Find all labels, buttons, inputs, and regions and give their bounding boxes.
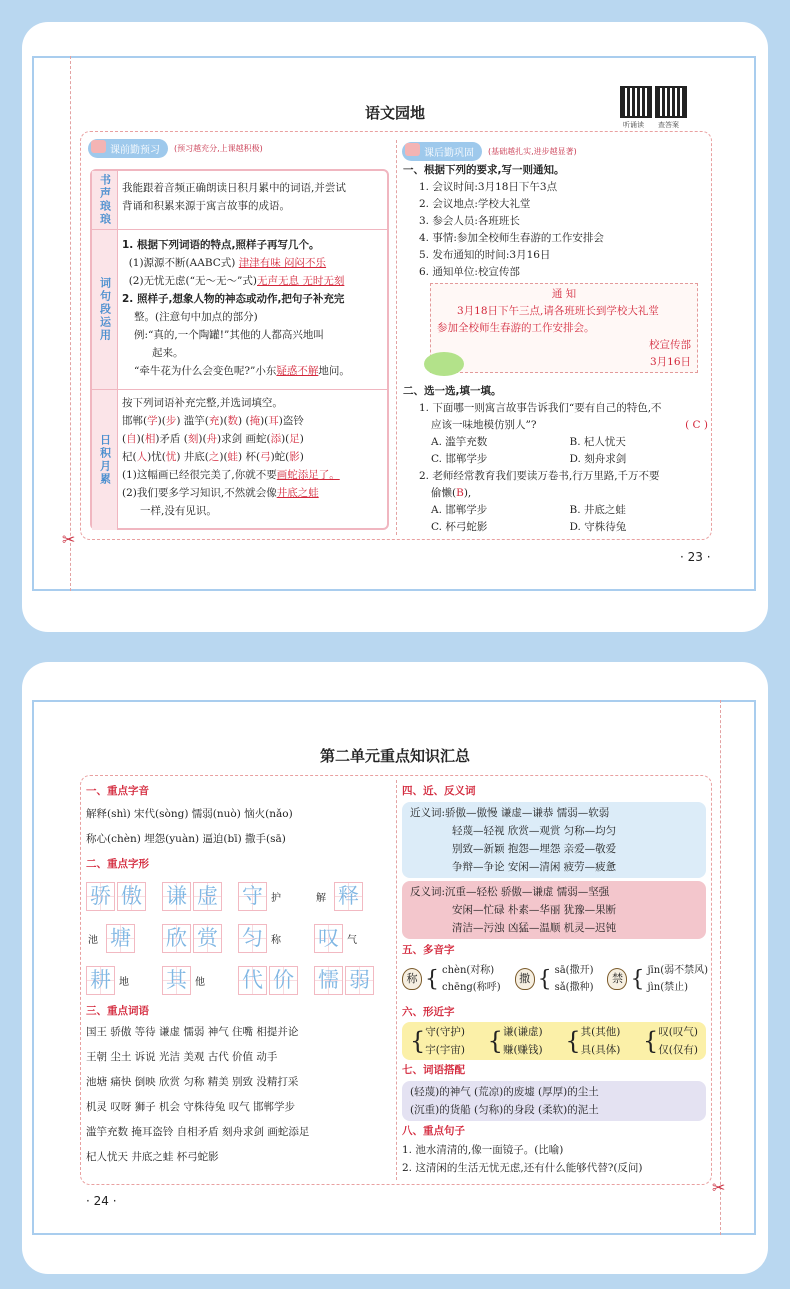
question-text: 偷懒(B), <box>431 487 472 499</box>
row-head: 日积月累 <box>92 390 118 530</box>
list-item: 6. 通知单位:校宣传部 <box>419 266 520 278</box>
char-hint: 解 <box>316 892 326 904</box>
choice-section <box>403 383 708 536</box>
text-line: 1. 根据下列词语的特点,照样子再写几个。 <box>122 239 320 251</box>
book-icon <box>91 140 106 153</box>
section-title: 四、近、反义词 <box>402 785 476 797</box>
option[interactable]: B. 井底之蛙 <box>569 504 626 516</box>
text-line: 国王 骄傲 等待 谦虚 懦弱 神气 住嘴 相提并论 <box>86 1026 299 1038</box>
text-line: 杞人忧天 井底之蛙 杯弓蛇影 <box>86 1151 219 1163</box>
sentences <box>402 1141 643 1177</box>
column-divider <box>396 140 397 535</box>
list-item: 4. 事情:参加全校师生春游的工作安排会 <box>419 232 604 244</box>
notice-head: 通 知 <box>551 288 577 300</box>
question-text: 应该一味地模仿别人”? ( C ) <box>431 419 708 431</box>
cut-line <box>720 700 721 1235</box>
row-head: 词句段运用 <box>92 230 118 389</box>
char-row <box>86 959 390 1001</box>
question-title: 一、根据下列的要求,写一则通知。 <box>403 164 565 176</box>
text-line: (自)(相)矛盾 (刻)(舟)求剑 画蛇(添)(足) <box>122 433 304 445</box>
list-item: 1. 会议时间:3月18日下午3点 <box>419 181 558 193</box>
collocation-box: (轻蔑)的神气 (荒凉)的废墟 (厚厚)的尘土 (沉重)的货船 (匀称)的身段 (柔软)的泥土 <box>402 1081 706 1121</box>
option[interactable]: A. 邯郸学步 <box>431 504 488 516</box>
text-line: 杞(人)忧(忧) 井底(之)(蛙) 杯(弓)蛇(影) <box>122 451 304 463</box>
antonym-box: 反义词:沉重—轻松 骄傲—谦虚 懦弱—坚强 安闲—忙碌 朴素—华丽 犹豫—果断 清洁—污浊 凶猛—温顺 机灵—迟钝 <box>402 881 706 939</box>
char-row <box>86 875 390 917</box>
option[interactable]: D. 刻舟求剑 <box>569 453 627 465</box>
polyphone-item: 禁 { jīn(弱不禁风) jìn(禁止) <box>607 962 708 996</box>
option[interactable]: D. 守株待兔 <box>569 521 627 533</box>
char-cell: 守 <box>238 882 267 911</box>
char-cell: 谦 <box>162 882 191 911</box>
question-text: 1. 下面哪一则寓言故事告诉我们“要有自己的特色,不 <box>419 402 662 414</box>
section-title: 七、词语搭配 <box>402 1064 465 1076</box>
acorn-icon: 称 <box>402 968 422 990</box>
owl-icon <box>405 143 420 156</box>
char-cell: 释 <box>334 882 363 911</box>
char-cell: 骄 <box>86 882 115 911</box>
char-cell: 懦 <box>314 966 343 995</box>
qr-code-icon[interactable] <box>620 86 652 118</box>
text-line: 1. 池水清清的,像一面镜子。(比喻) <box>402 1144 564 1156</box>
text-line: “牵牛花为什么会变色呢?”小东疑惑不解地问。 <box>134 365 350 377</box>
acorn-icon: 禁 <box>607 968 627 990</box>
char-cell: 弱 <box>345 966 374 995</box>
option[interactable]: C. 杯弓蛇影 <box>431 521 488 533</box>
polyphone-item: 撒 { sā(撒开) sǎ(撒种) <box>515 962 594 996</box>
page-number: · 24 · <box>86 1194 117 1208</box>
qr-label: 听诵读 <box>623 121 644 129</box>
char-cell: 代 <box>238 966 267 995</box>
page-title: 第二单元重点知识汇总 <box>319 747 470 765</box>
text-line: 滥竽充数 掩耳盗铃 自相矛盾 刻舟求剑 画蛇添足 <box>86 1126 310 1138</box>
char-hint: 池 <box>88 934 98 946</box>
section-title: 八、重点句子 <box>402 1125 465 1137</box>
plant-icon <box>424 352 464 376</box>
column-divider <box>396 780 397 1180</box>
section-title: 一、重点字音 <box>86 785 149 797</box>
char-cell: 赏 <box>193 924 222 953</box>
question-text: 2. 老师经常教育我们要读万卷书,行万里路,千万不要 <box>419 470 660 482</box>
char-cell: 匀 <box>238 924 267 953</box>
option[interactable]: A. 滥竽充数 <box>431 436 488 448</box>
text-line: 机灵 叹呀 狮子 机会 守株待兔 叹气 邯郸学步 <box>86 1101 296 1113</box>
table-row <box>92 389 387 530</box>
option[interactable]: B. 杞人忧天 <box>569 436 626 448</box>
list-item: 2. 会议地点:学校大礼堂 <box>419 198 531 210</box>
char-cell: 价 <box>269 966 298 995</box>
question-title: 二、选一选,填一填。 <box>403 385 502 397</box>
list-item: 5. 发布通知的时间:3月16日 <box>419 249 551 261</box>
text-line: 2. 这清闲的生活无忧无虑,还有什么能够代替?(反问) <box>402 1162 643 1174</box>
char-grid <box>86 875 390 1001</box>
char-cell: 叹 <box>314 924 343 953</box>
text-line: (2)无忧无虑(“无～无～”式)无声无息 无时无刻 <box>128 275 345 287</box>
acorn-icon: 撒 <box>515 968 535 990</box>
char-hint: 他 <box>195 976 205 988</box>
notice-body: 3月18日下午三点,请各班班长到学校大礼堂 <box>457 305 659 317</box>
text-line: 称心(chèn) 埋怨(yuàn) 逼迫(bī) 撒手(sā) <box>86 833 286 845</box>
text-line: 王朝 尘土 诉说 光洁 美观 古代 价值 动手 <box>86 1051 278 1063</box>
notice-body: 参加全校师生春游的工作安排会。 <box>437 322 595 334</box>
cut-line <box>70 56 71 591</box>
scissors-icon: ✂ <box>712 1178 726 1197</box>
text-line: (1)这幅画已经很完美了,你就不要画蛇添足了。 <box>122 469 340 481</box>
char-row <box>86 917 390 959</box>
char-hint: 称 <box>271 934 281 946</box>
notice-date: 3月16日 <box>649 356 691 368</box>
page-number: · 23 · <box>680 550 711 564</box>
text-line: 背诵和积累来源于寓言故事的成语。 <box>122 200 290 212</box>
qr-code-icon[interactable] <box>655 86 687 118</box>
section-title: 三、重点词语 <box>86 1005 149 1017</box>
section-title: 六、形近字 <box>402 1006 455 1018</box>
review-section <box>403 162 708 281</box>
text-line: 例:“真的,一个陶罐!”其他的人都高兴地叫 <box>134 329 324 341</box>
text-line: 我能跟着音频正确朗读日积月累中的词语,并尝试 <box>122 182 346 194</box>
left-column <box>86 783 390 1170</box>
text-line: (2)我们要多学习知识,不然就会像井底之蛙 <box>122 487 319 499</box>
char-cell: 欣 <box>162 924 191 953</box>
text-line: 邯郸(学)(步) 滥竽(充)(数) (掩)(耳)盗铃 <box>122 415 304 427</box>
char-hint: 护 <box>271 892 281 904</box>
text-line: 一样,没有见识。 <box>140 505 217 517</box>
synonym-box: 近义词:骄傲—傲慢 谦虚—谦恭 懦弱—软弱 轻蔑—轻视 欣赏—观赏 匀称—均匀 别致—新颖 抱怨—埋怨 亲爱—敬爱 争辩—争论 安闲—清闲 疲劳—疲惫 <box>402 802 706 878</box>
char-cell: 傲 <box>117 882 146 911</box>
similar-pair: { 其(其他) 具(具体) <box>565 1026 621 1056</box>
section-title: 五、多音字 <box>402 944 455 956</box>
text-line: (1)源源不断(AABC式) 津津有味 闷闷不乐 <box>128 257 327 269</box>
review-tag: 课后勤巩固 (基础越扎实,进步越显著) <box>402 142 577 161</box>
section-title: 二、重点字形 <box>86 858 149 870</box>
similar-pair: { 谦(谦虚) 赚(赚钱) <box>487 1026 543 1056</box>
option[interactable]: C. 邯郸学步 <box>431 453 488 465</box>
row-head: 书声琅琅 <box>92 171 118 229</box>
text-line: 整。(注意句中加点的部分) <box>134 311 258 323</box>
list-item: 3. 参会人员:各班班长 <box>419 215 520 227</box>
similar-pair: { 叹(叹气) 仅(仅有) <box>643 1026 698 1056</box>
text-line: 解释(shì) 宋代(sòng) 懦弱(nuò) 恼火(nǎo) <box>86 808 293 820</box>
char-cell: 其 <box>162 966 191 995</box>
table-row <box>92 229 387 389</box>
text-line: 按下列词语补充完整,并选词填空。 <box>122 397 283 409</box>
text-line: 池塘 痛快 倒映 欣赏 匀称 精美 别致 没精打采 <box>86 1076 299 1088</box>
similar-chars-box <box>402 1022 706 1060</box>
similar-pair: { 守(守护) 宇(宇宙) <box>410 1026 465 1056</box>
preview-table <box>90 169 389 530</box>
polyphone-item: 称 { chèn(对称) chēng(称呼) <box>402 962 501 996</box>
polyphone-list <box>402 962 708 996</box>
preview-tag: 课前勤预习 (预习越充分,上课越积极) <box>88 139 263 158</box>
notice-sign: 校宣传部 <box>649 339 691 351</box>
qr-label: 查答案 <box>658 121 679 129</box>
text-line: 起来。 <box>152 347 184 359</box>
table-row <box>92 171 387 229</box>
char-hint: 地 <box>119 976 129 988</box>
char-hint: 气 <box>347 934 357 946</box>
scissors-icon: ✂ <box>62 530 76 549</box>
char-cell: 塘 <box>106 924 135 953</box>
page-title: 语文园地 <box>364 104 425 122</box>
text-line: 2. 照样子,想象人物的神态或动作,把句子补充完 <box>122 293 345 305</box>
notice-box <box>430 283 698 373</box>
char-cell: 虚 <box>193 882 222 911</box>
char-cell: 耕 <box>86 966 115 995</box>
